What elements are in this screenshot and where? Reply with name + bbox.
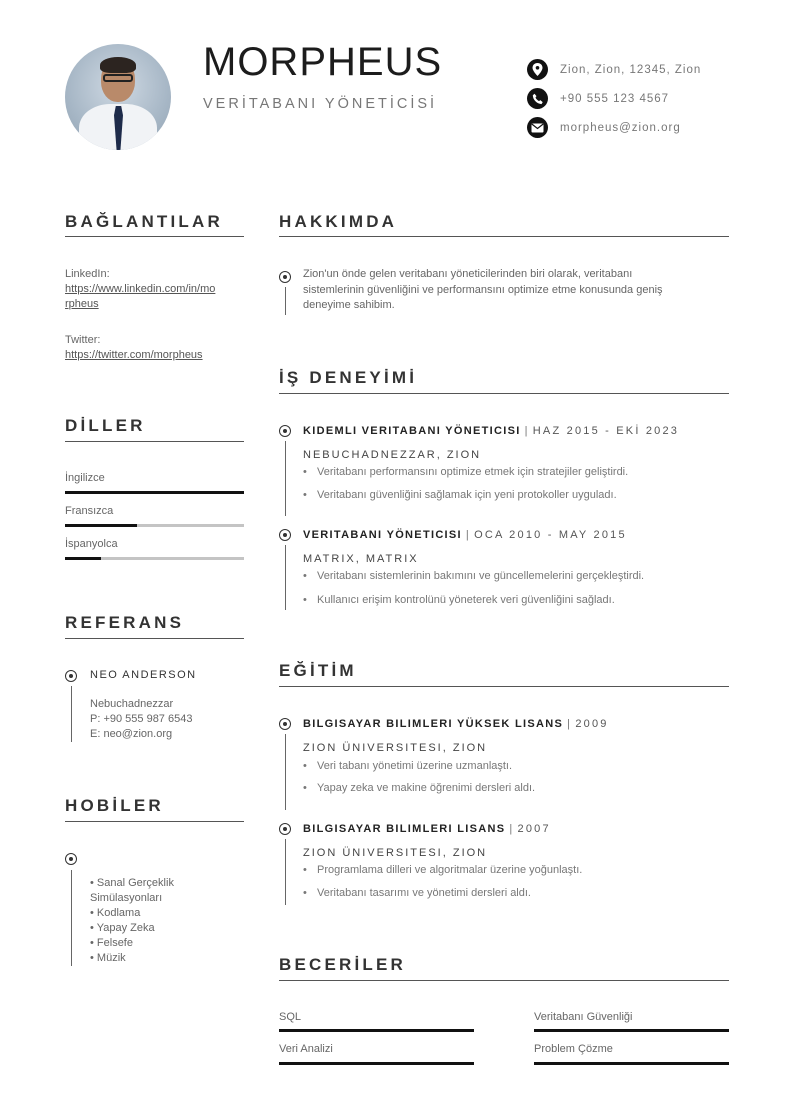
- contact-phone: +90 555 123 4567: [527, 88, 669, 109]
- section-heading-beceriler: BECERİLER: [279, 955, 407, 974]
- education-bullet-item: • Veri tabanı yönetimi üzerine uzmanlaştı.: [303, 760, 513, 772]
- timeline-bullet-icon: [65, 853, 77, 865]
- timeline-line: [71, 870, 72, 966]
- divider: [65, 821, 244, 822]
- person-name: MORPHEUS: [203, 40, 443, 84]
- timeline-bullet-icon: [65, 670, 77, 682]
- section-heading-referans: REFERANS: [65, 613, 185, 632]
- skill-label: Problem Çözme: [534, 1043, 613, 1055]
- linkedin-link-line2[interactable]: rpheus: [65, 298, 99, 310]
- linkedin-label: LinkedIn:: [65, 268, 110, 280]
- language-level-bar: [65, 491, 244, 494]
- divider: [279, 393, 729, 394]
- section-heading-diller: DİLLER: [65, 416, 146, 435]
- twitter-link[interactable]: https://twitter.com/morpheus: [65, 349, 203, 361]
- divider: [65, 236, 244, 237]
- linkedin-link-line1[interactable]: https://www.linkedin.com/in/mo: [65, 283, 216, 295]
- job-bullet-item: • Kullanıcı erişim kontrolünü yöneterek veri güvenliğini sağladı.: [303, 594, 615, 606]
- section-heading-is-deneyimi: İŞ DENEYİMİ: [279, 368, 418, 387]
- timeline-line: [285, 545, 286, 610]
- divider: [279, 686, 729, 687]
- timeline-line: [285, 734, 286, 810]
- hobby-item: Simülasyonları: [90, 892, 163, 904]
- language-level-fill: [65, 557, 101, 560]
- education-bullet-item: • Yapay zeka ve makine öğrenimi dersleri aldı.: [303, 782, 536, 794]
- reference-name: NEO ANDERSON: [90, 669, 197, 681]
- education-bullet-item: • Veritabanı tasarımı ve yönetimi dersleri aldı.: [303, 887, 531, 899]
- skill-bar: [534, 1029, 729, 1032]
- timeline-bullet-icon: [279, 823, 291, 835]
- section-heading-baglantilar: BAĞLANTILAR: [65, 212, 223, 231]
- education-heading: BILGISAYAR BILIMLERI LISANS | 2007: [303, 823, 551, 835]
- job-organization: NEBUCHADNEZZAR, ZION: [303, 449, 482, 461]
- job-bullet-item: • Veritabanı güvenliğini sağlamak için yeni protokoller uyguladı.: [303, 489, 617, 501]
- skill-bar: [279, 1062, 474, 1065]
- hobby-item: • Müzik: [90, 952, 126, 964]
- hobby-item: • Felsefe: [90, 937, 133, 949]
- timeline-line: [285, 839, 286, 905]
- divider: [279, 980, 729, 981]
- language-level-bar: [65, 524, 244, 527]
- timeline-bullet-icon: [279, 271, 291, 283]
- skill-label: Veri Analizi: [279, 1043, 333, 1055]
- section-heading-hobiler: HOBİLER: [65, 796, 164, 815]
- education-heading: BILGISAYAR BILIMLERI YÜKSEK LISANS | 2009: [303, 718, 609, 730]
- language-label: İspanyolca: [65, 538, 118, 550]
- hobby-item: • Kodlama: [90, 907, 141, 919]
- job-organization: MATRIX, MATRIX: [303, 553, 419, 565]
- job-heading: VERITABANI YÖNETICISI | OCA 2010 - MAY 2015: [303, 529, 627, 541]
- section-heading-egitim: EĞİTİM: [279, 661, 357, 680]
- about-line: deneyime sahibim.: [303, 299, 395, 311]
- education-institution: ZION ÜNIVERSITESI, ZION: [303, 847, 488, 859]
- skill-label: Veritabanı Güvenliği: [534, 1011, 633, 1023]
- hobby-item: • Sanal Gerçeklik: [90, 877, 174, 889]
- skill-bar: [279, 1029, 474, 1032]
- divider: [279, 236, 729, 237]
- about-line: Zion'un önde gelen veritabanı yöneticilerinden biri olarak, veritabanı: [303, 268, 633, 280]
- skill-label: SQL: [279, 1011, 302, 1023]
- reference-email: E: neo@zion.org: [90, 728, 173, 740]
- contact-email: morpheus@zion.org: [527, 117, 681, 138]
- twitter-label: Twitter:: [65, 334, 101, 346]
- phone-icon: [527, 88, 548, 109]
- about-line: sistemlerinin güvenliğini ve performansını optimize etme konusunda geniş: [303, 284, 663, 296]
- language-level-fill: [65, 491, 244, 494]
- language-label: Fransızca: [65, 505, 114, 517]
- timeline-bullet-icon: [279, 529, 291, 541]
- education-bullet-item: • Programlama dilleri ve algoritmalar üzerine yoğunlaştı.: [303, 864, 583, 876]
- job-bullet-item: • Veritabanı sistemlerinin bakımını ve güncellemelerini gerçekleştirdi.: [303, 570, 645, 582]
- language-level-bar: [65, 557, 244, 560]
- divider: [65, 638, 244, 639]
- reference-phone: P: +90 555 987 6543: [90, 713, 193, 725]
- contact-address: Zion, Zion, 12345, Zion: [527, 59, 701, 80]
- location-pin-icon: [527, 59, 548, 80]
- language-level-fill: [65, 524, 137, 527]
- reference-company: Nebuchadnezzar: [90, 698, 174, 710]
- skill-bar: [534, 1062, 729, 1065]
- timeline-line: [71, 686, 72, 742]
- job-heading: KIDEMLI VERITABANI YÖNETICISI | HAZ 2015 - EKİ 2023: [303, 425, 680, 437]
- timeline-line: [285, 441, 286, 516]
- job-bullet-item: • Veritabanı performansını optimize etmek için stratejiler geliştirdi.: [303, 466, 629, 478]
- section-heading-hakkimda: HAKKIMDA: [279, 212, 398, 231]
- timeline-line: [285, 287, 286, 315]
- timeline-bullet-icon: [279, 425, 291, 437]
- email-icon: [527, 117, 548, 138]
- language-label: İngilizce: [65, 472, 105, 484]
- job-title-subtitle: VERİTABANI YÖNETİCİSİ: [203, 96, 438, 112]
- divider: [65, 441, 244, 442]
- profile-photo: [65, 44, 171, 150]
- hobby-item: • Yapay Zeka: [90, 922, 155, 934]
- education-institution: ZION ÜNIVERSITESI, ZION: [303, 742, 488, 754]
- timeline-bullet-icon: [279, 718, 291, 730]
